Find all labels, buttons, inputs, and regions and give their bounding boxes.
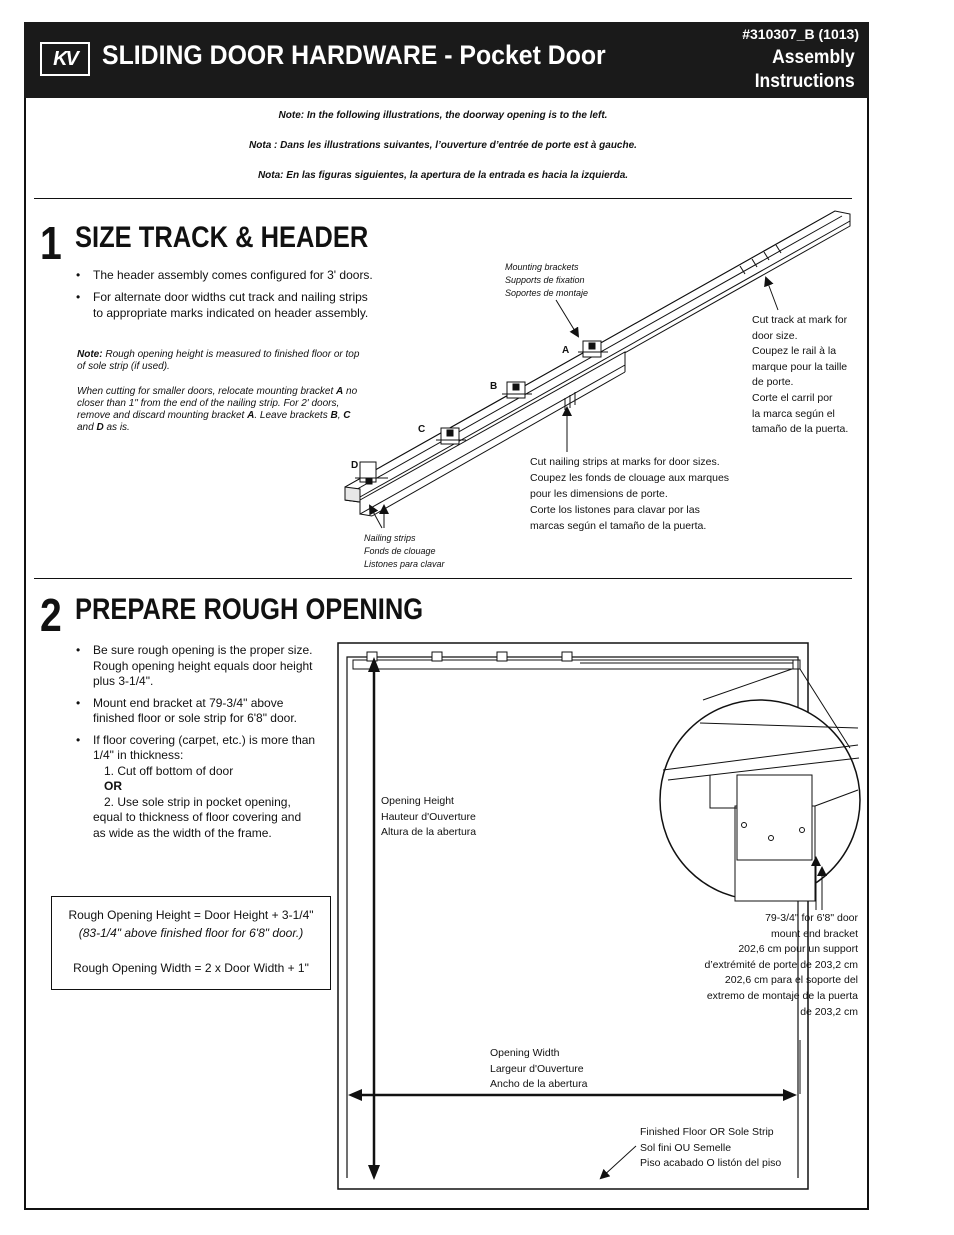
- bracket-letter-b: B: [490, 381, 498, 392]
- label-fr: Largeur d'Ouverture: [490, 1062, 584, 1075]
- note-label: Note:: [77, 349, 103, 360]
- bullet-option-1: 1. Cut off bottom of door: [104, 763, 234, 778]
- label-line: Coupez le rail à la: [752, 345, 837, 358]
- bullet-option-2-text: 2. Use sole strip in pocket opening, equal to thickness of floor covering and as wide as the width of the frame.: [93, 794, 302, 840]
- label-line: la marca según el: [752, 407, 835, 420]
- bullet-intro: • If floor covering (carpet, etc.) is more than 1/4" in thickness:: [93, 732, 316, 762]
- note-english: Note: In the following illustrations, the doorway opening is to the left.: [278, 110, 608, 121]
- bracket-letter-ref: A: [336, 386, 344, 397]
- step-1-bullet: • For alternate door widths cut track and nailing strips to appropriate marks indicated on header assembly.: [76, 289, 376, 321]
- label-line: de porte.: [752, 376, 794, 389]
- label-line: tamaño de la puerta.: [752, 423, 849, 436]
- label-line: d’extrémité de porte de 203,2 cm: [704, 958, 858, 971]
- label-en: Mounting brackets: [505, 262, 579, 272]
- label-line: door size.: [752, 329, 798, 342]
- bracket-letter-ref: A: [247, 410, 255, 421]
- step-1-bracket-note: When cutting for smaller doors, relocate mounting bracket A no closer than 1" from the end of the nailing strip. For 2' doors, remove and discard mounting bracket A. Leave brackets B, C and D as is.: [77, 386, 358, 433]
- label-line: de 203,2 cm: [800, 1005, 858, 1018]
- label-line: extremo de montaje de la puerta: [706, 989, 858, 1002]
- label-en: Nailing strips: [364, 533, 416, 543]
- label-line: Cut nailing strips at marks for door sizes.: [530, 456, 720, 468]
- header-track-illustration: [345, 211, 850, 516]
- step-1-leaders: [370, 278, 778, 528]
- bracket-letter-ref: C: [343, 410, 351, 421]
- step-2-bullet: • Mount end bracket at 79-3/4" above finished floor or sole strip for 6'8" door.: [76, 696, 316, 727]
- label-line: Corte los listones para clavar por las: [530, 504, 700, 516]
- formula-height-note: (83-1/4" above finished floor for 6'8" door.): [78, 926, 304, 940]
- label-fr: Sol fini OU Semelle: [640, 1141, 732, 1154]
- formula-height: Rough Opening Height = Door Height + 3-1/4": [68, 908, 314, 922]
- label-line: mount end bracket: [771, 927, 858, 940]
- label-es: Ancho de la abertura: [490, 1078, 588, 1090]
- label-line: pour les dimensions de porte.: [530, 488, 668, 500]
- label-en: Opening Width: [490, 1047, 560, 1059]
- label-line: marcas según el tamaño de la puerta.: [530, 520, 707, 532]
- label-es: Altura de la abertura: [381, 826, 477, 838]
- note-text: Rough opening height is measured to finished floor or top of sole strip (if used).: [77, 349, 360, 372]
- step-2-number: 2: [40, 589, 62, 641]
- label-es: Soportes de montaje: [505, 288, 589, 298]
- label-es: Piso acabado O listón del piso: [640, 1157, 782, 1169]
- kv-logo: KV: [40, 42, 90, 76]
- bullet-or: OR: [104, 779, 122, 793]
- label-line: 202,6 cm para el soporte del: [724, 974, 858, 987]
- label-line: Cut track at mark for: [752, 314, 848, 326]
- step-1-number: 1: [40, 217, 62, 269]
- bracket-letter-d: D: [351, 460, 359, 471]
- label-line: 202,6 cm pour un support: [738, 943, 858, 956]
- subtitle-line-2: Instructions: [754, 71, 855, 92]
- rough-opening-diagram: [338, 643, 860, 1189]
- label-line: marque pour la taille: [752, 360, 848, 373]
- step-1-bullet: • The header assembly comes configured for 3' doors.: [76, 267, 376, 283]
- page-title: SLIDING DOOR HARDWARE - Pocket Door: [102, 40, 606, 70]
- bracket-letter-ref: D: [96, 422, 104, 433]
- note-spanish: Nota: En las figuras siguientes, la apertura de la entrada es hacia la izquierda.: [257, 170, 629, 181]
- label-fr: Fonds de clouage: [364, 546, 436, 556]
- label-line: 79-3/4" for 6'8" door: [765, 912, 858, 924]
- note-french: Nota : Dans les illustrations suivantes, l’ouverture d’entrée de porte est à gauche.: [249, 140, 637, 151]
- bracket-letter-ref: B: [330, 410, 338, 421]
- bracket-letter-a: A: [562, 345, 570, 356]
- label-en: Finished Floor OR Sole Strip: [640, 1126, 774, 1138]
- label-fr: Hauteur d'Ouverture: [381, 810, 476, 823]
- step-2-heading: PREPARE ROUGH OPENING: [75, 593, 424, 626]
- step-2-bullet: • Be sure rough opening is the proper size. Rough opening height equals door height plus 3-1/4".: [76, 643, 316, 690]
- label-es: Listones para clavar: [364, 559, 445, 569]
- label-line: Corte el carril por: [752, 391, 833, 404]
- label-en: Opening Height: [381, 795, 454, 807]
- label-fr: Supports de fixation: [505, 275, 585, 285]
- formula-width: Rough Opening Width = 2 x Door Width + 1": [73, 961, 309, 975]
- subtitle-line-1: Assembly: [772, 47, 855, 68]
- bracket-letter-c: C: [418, 424, 426, 435]
- document-number: #310307_B (1013): [742, 26, 859, 42]
- step-1-heading: SIZE TRACK & HEADER: [75, 221, 369, 254]
- label-line: Coupez les fonds de clouage aux marques: [530, 472, 730, 484]
